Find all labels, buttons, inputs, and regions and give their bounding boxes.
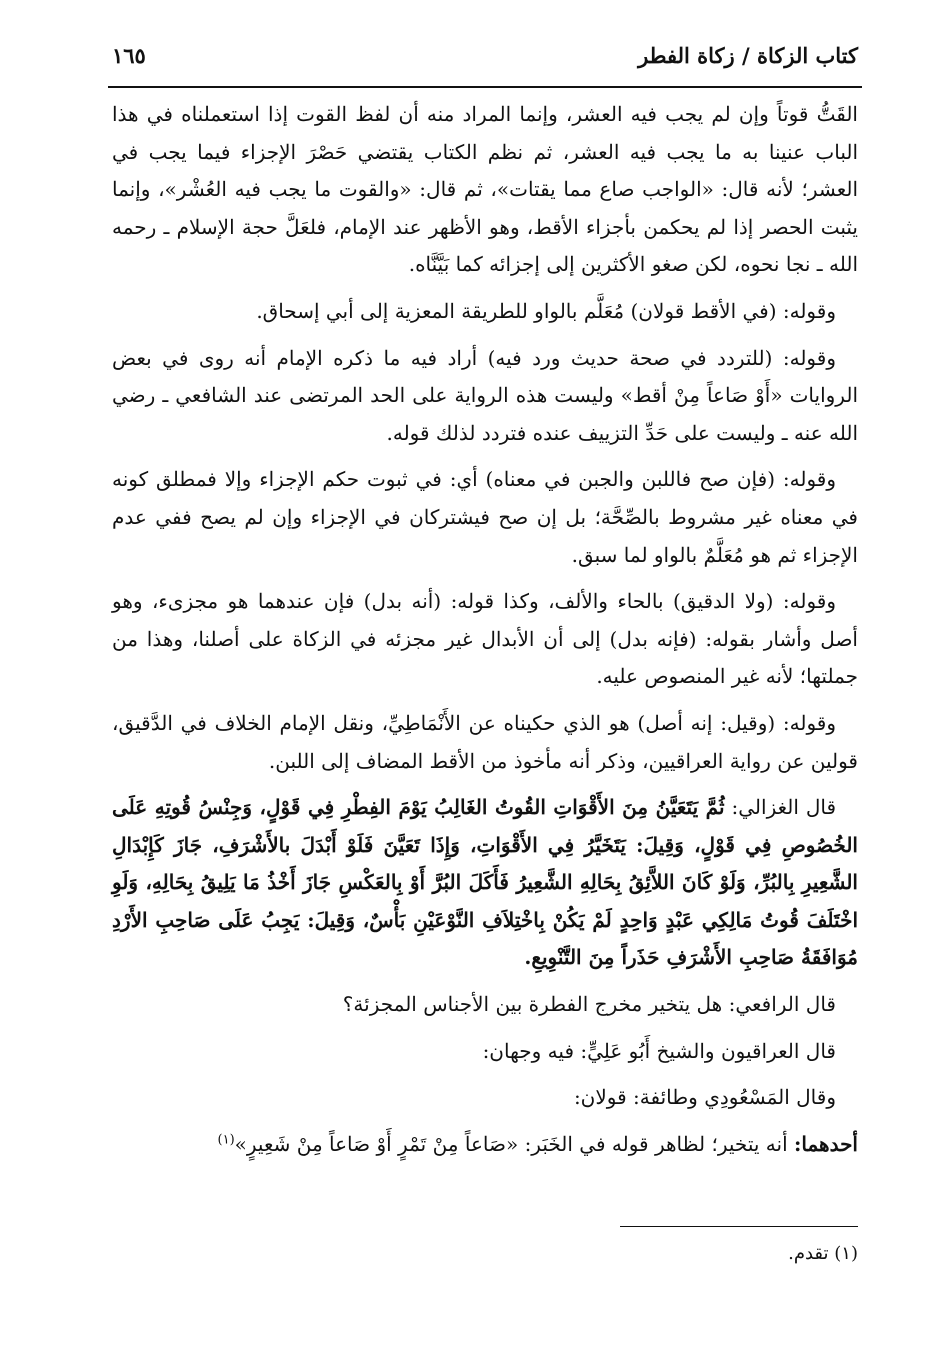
paragraph-10: وقال المَسْعُودِي وطائفة: قولان: (573, 1085, 836, 1110)
paragraph-8: قال الرافعي: هل يتخير مخرج الفطرة بين الأجناس المجزئة؟ (342, 992, 836, 1017)
paragraph-1: القَتُّ قوتاً وإن لم يجب فيه العشر، وإنما المراد منه أن لفظ القوت إذا استعملناه في هذا الباب عنينا به ما يجب فيه العشر، ثم نظم الكتاب يقتضي حَصْرَ الإجزاء فيما يجب في العشر؛ لأنه قال: «الواجب صاع مما يقتات»، ثم قال: «والقوت ما يجب فيه العُشْر»، وإنما يثبت الحصر إذا لم يحكمن بأجزاء الأقط، وهو الأظهر عند الإمام، فلعَلَّ حجة الإسلام ـ رحمه الله ـ نجا نحوه، لكن صغو الأكثرين إلى إجزائه كما بَيَّنَّاه. (112, 102, 858, 277)
running-head (112, 34, 858, 76)
footnote-rule (620, 1226, 858, 1227)
footnote-reference: (١) (217, 1132, 235, 1148)
paragraph-6: وقوله: (وقيل: إنه أصل) هو الذي حكيناه عن الأَنْمَاطِيِّ، ونقل الإمام الخلاف في الدَّقيق، قولين عن رواية العراقيين، وذكر أنه مأخوذ من الأقط المضاف إلى اللبن. (112, 710, 858, 773)
paragraph-9: قال العراقيون والشيخ أَبُو عَلِيٍّ: فيه وجهان: (482, 1038, 836, 1063)
header-rule (108, 86, 862, 88)
first-view-label: أحدهما: (793, 1131, 858, 1156)
paragraph-2: وقوله: (في الأقط قولان) مُعَلَّم بالواو للطريقة المعزية إلى أبي إسحاق. (256, 298, 836, 323)
page-number: ١٦٥ (112, 42, 146, 68)
footnote: (١) تقدم. (788, 1243, 858, 1264)
running-title: كتاب الزكاة / زكاة الفطر (638, 42, 858, 68)
paragraph-5: وقوله: (ولا الدقيق) بالحاء والألف، وكذا قوله: (أنه بدل) فإن عندهما هو مجزىء، وهو أصل وأشار بقوله: (فإنه بدل) إلى أن الأبدال غير مجزئه في الزكاة على أصلنا، وهذا من جملتها؛ لأنه غير المنصوص عليه. (112, 589, 858, 689)
main-text (112, 96, 858, 1172)
paragraph-3: وقوله: (للتردد في صحة حديث ورد فيه) أراد فيه ما ذكره الإمام أنه روى في بعض الروايات «أَوْ صَاعاً مِنْ أقط» وليست هذه الرواية على الحد المرتضى عند الشافعي ـ رضي الله عنه ـ وليست على حَدِّ التزييف عنده فتردد لذلك قوله. (112, 345, 858, 445)
ghazali-text: ثُمَّ يَتَعَيَّنُ مِنَ الأَقْوَاتِ القُوتُ الغَالِبُ يَوْمَ الفِطْرِ فِي قَوْلٍ، وَجِنْسُ قُوتِهِ عَلَى الخُصُوصِ فِي قَوْلٍ، وَقِيلَ: يَتَخَيَّرُ فِي الأَقْوَاتِ، وَإِذَا تَعَيَّنَ فَلَوْ أَبْدَلَ بالأَشْرَفِ، جَازَ كَإِبْدَالِ الشَّعِيرِ بِالبُرِّ، وَلَوْ كَانَ اللاَّئِقُ بِحَالِهِ الشَّعِيرُ فَأَكَلَ البُرَّ أَوْ بِالعَكْسِ جَازَ أَخْذُ مَا يَلِيقُ بِحَالِهِ، وَلَوِ اخْتَلَفَ قُوتُ مَالِكِي عَبْدٍ وَاحِدٍ لَمْ يَكُنْ بِاخْتِلاَفِ النَّوْعَيْنِ بَأْسٌ، وَقِيلَ: يَجِبُ عَلَى صَاحِبِ الأَرْدِ مُوَافَقَةُ صَاحِبِ الأَشْرَفِ حَذَراً مِنَ التَّنْوِيعِ. (112, 795, 858, 970)
first-view-text: أنه يتخير؛ لظاهر قوله في الخَبَر: «صَاعاً مِنْ تَمْرٍ أَوْ صَاعاً مِنْ شَعِيرٍ» (234, 1131, 794, 1156)
paragraph-4: وقوله: (فإن صح فاللبن والجبن في معناه) أي: في ثبوت حكم الإجزاء وإلا فمطلق كونه في معناه غير مشروط بالصِّحَّة؛ بل إن صح فيشتركان في الإجزاء وإن لم يصح ففي عدم الإجزاء ثم هو مُعَلَّمٌ بالواو لما سبق. (112, 467, 858, 567)
ghazali-matn-paragraph (112, 789, 858, 977)
paragraph-11 (112, 1126, 858, 1164)
ghazali-lead: قال الغزالي: (724, 795, 837, 820)
